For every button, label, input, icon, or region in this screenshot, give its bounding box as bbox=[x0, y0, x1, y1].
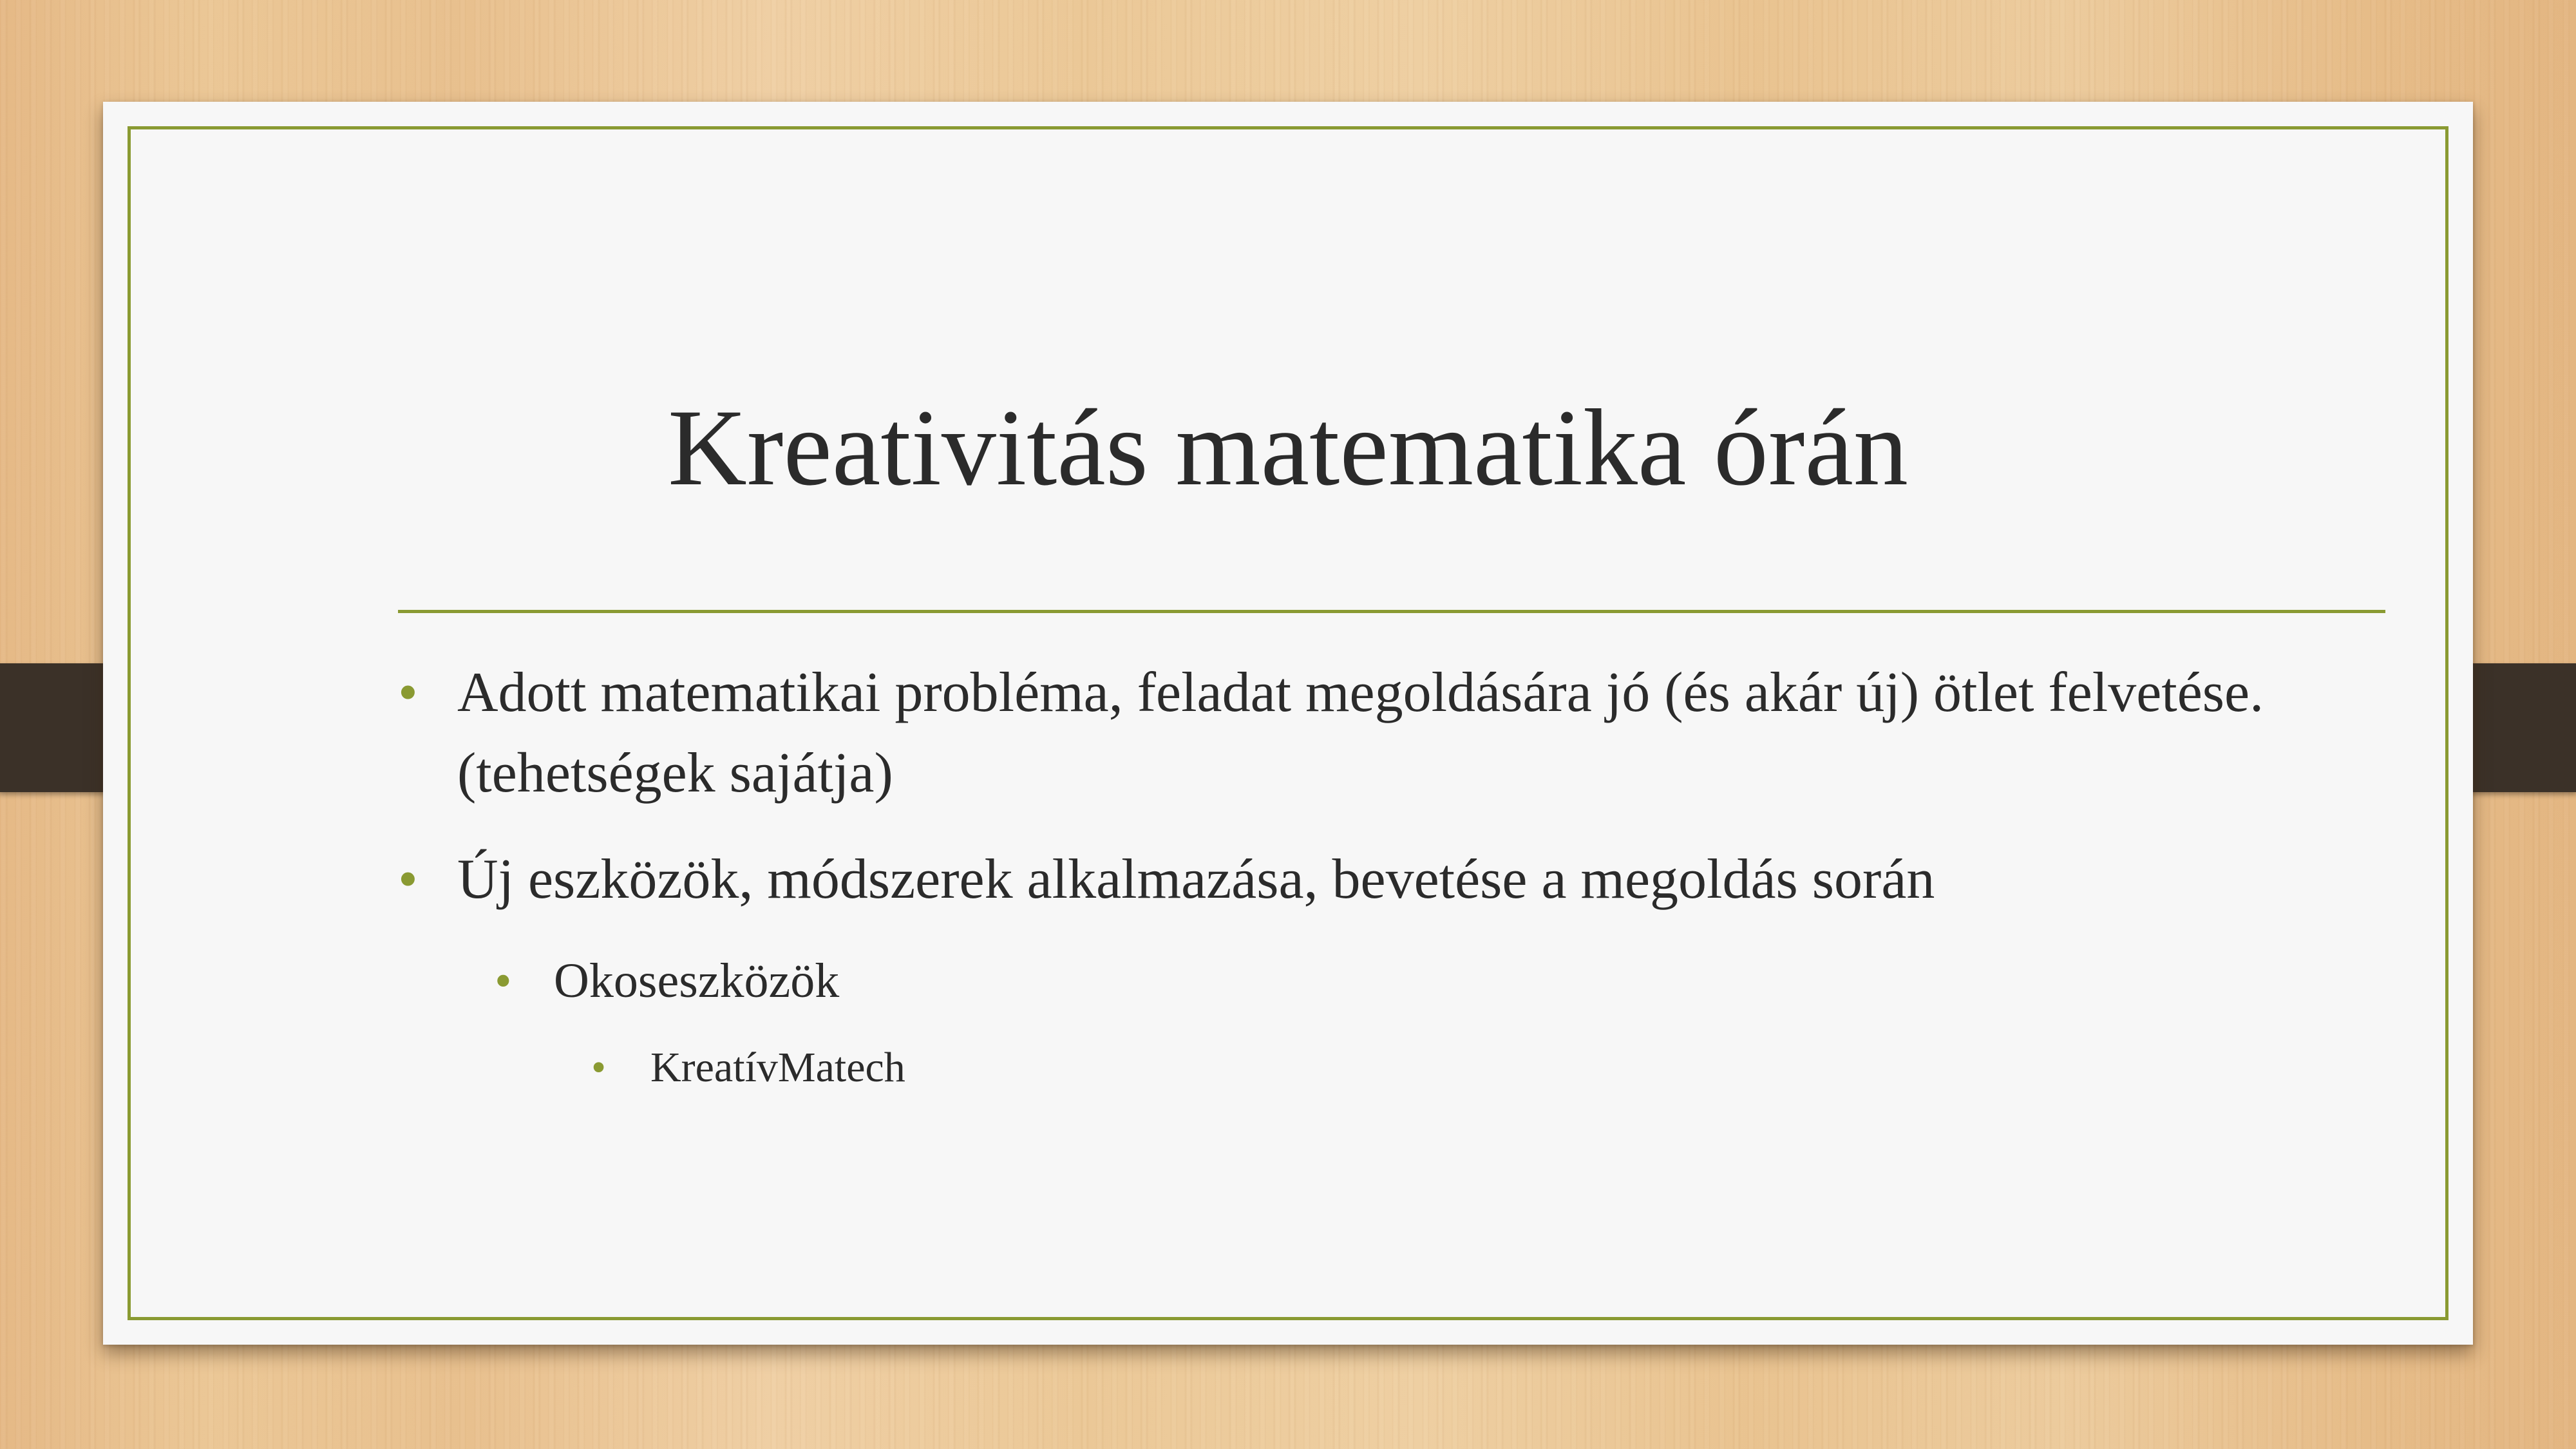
sub-sub-bullet-item bbox=[398, 1036, 2330, 1100]
bullet-text: Adott matematikai probléma, feladat megoldására jó (és akár új) ötlet felvetése. (tehetségek sajátja) bbox=[457, 661, 2264, 804]
bullet-list bbox=[398, 652, 2330, 1100]
title-divider bbox=[398, 610, 2385, 613]
bullet-text: Új eszközök, módszerek alkalmazása, bevetése a megoldás során bbox=[457, 848, 1935, 911]
sub-sub-bullet-text: KreatívMatech bbox=[650, 1044, 905, 1091]
bullet-item bbox=[398, 652, 2330, 813]
bullet-dot-icon: • bbox=[398, 661, 418, 724]
bullet-item bbox=[398, 839, 2330, 920]
bullet-dot-icon: • bbox=[398, 848, 418, 911]
slide-title: Kreativitás matematika órán bbox=[668, 387, 1908, 508]
slide bbox=[103, 102, 2473, 1345]
bullet-dot-icon: • bbox=[495, 954, 512, 1008]
sub-bullet-item bbox=[398, 945, 2330, 1016]
sub-bullet-text: Okoseszközök bbox=[554, 954, 840, 1008]
bullet-dot-icon: • bbox=[591, 1044, 607, 1091]
